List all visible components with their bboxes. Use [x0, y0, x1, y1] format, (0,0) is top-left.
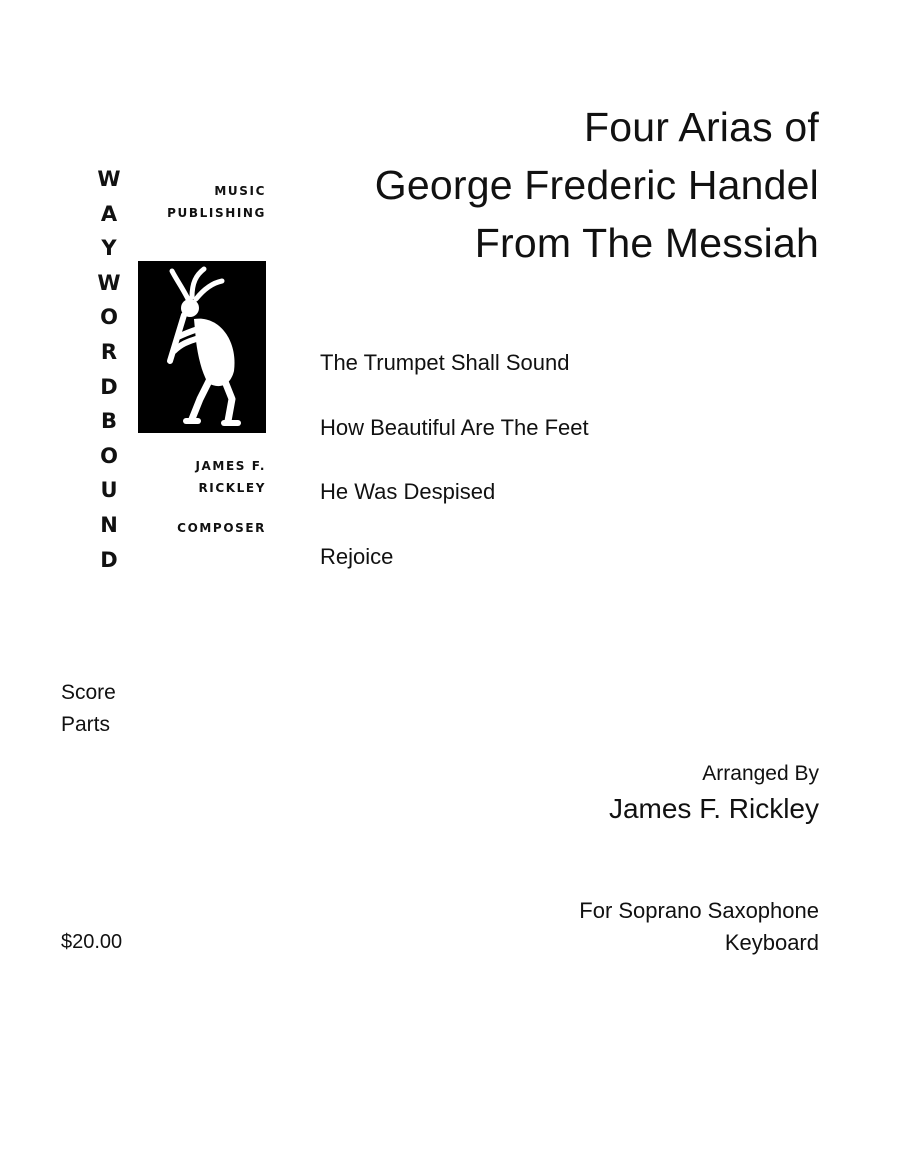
logo-publisher-text — [167, 180, 266, 224]
edition-parts: Parts — [61, 713, 111, 736]
logo-letter: O — [100, 443, 118, 468]
logo-letter: U — [100, 478, 118, 503]
instrumentation — [579, 895, 819, 959]
edition-contents — [61, 677, 116, 741]
logo-letter: D — [100, 547, 118, 572]
logo-letter: R — [100, 339, 118, 364]
publisher-logo — [80, 160, 290, 570]
logo-publisher-line-2: PUBLISHING — [167, 206, 266, 220]
logo-letter: D — [100, 374, 118, 399]
page-title — [259, 98, 819, 272]
logo-letter: N — [100, 512, 118, 537]
list-item: Rejoice — [320, 543, 394, 569]
logo-letter: Y — [101, 236, 117, 261]
arranger-label: Arranged By — [702, 762, 819, 785]
logo-letter: O — [100, 305, 118, 330]
instrument-1: For Soprano Saxophone — [579, 898, 819, 923]
logo-vertical-wordmark — [94, 162, 124, 577]
logo-letter: B — [100, 409, 117, 434]
instrument-2: Keyboard — [724, 930, 819, 955]
logo-composer-name — [195, 455, 266, 499]
kokopelli-flute-player-icon — [138, 261, 266, 433]
list-item: He Was Despised — [320, 479, 496, 504]
logo-composer-line-1: JAMES F. — [195, 459, 266, 473]
logo-letter: A — [100, 201, 118, 226]
list-item: How Beautiful Are The Feet — [320, 414, 589, 440]
title-line-2: George Frederic Handel — [374, 162, 819, 208]
logo-composer-line-2: RICKLEY — [198, 481, 266, 495]
logo-letter: W — [97, 270, 121, 295]
logo-composer-role: COMPOSER — [177, 521, 266, 535]
list-item: The Trumpet Shall Sound — [320, 350, 570, 375]
aria-list — [320, 331, 589, 589]
arranger-name: James F. Rickley — [608, 793, 819, 824]
title-line-3: From The Messiah — [474, 220, 819, 266]
arranger-credit — [609, 759, 819, 829]
edition-score: Score — [61, 681, 116, 704]
price: $20.00 — [61, 931, 123, 953]
title-line-1: Four Arias of — [583, 104, 819, 150]
logo-letter: W — [97, 167, 121, 191]
logo-publisher-line-1: MUSIC — [214, 184, 266, 198]
